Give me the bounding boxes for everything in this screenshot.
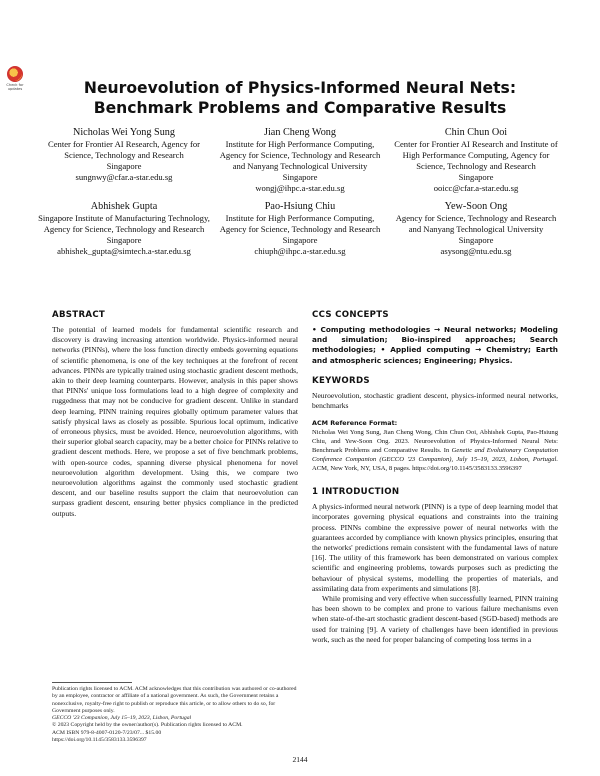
author-card [214,126,386,194]
author-country: Singapore [106,161,142,171]
page-number: 2144 [292,755,308,764]
author-affiliation: Singapore Institute of Manufacturing Technology, Agency for Science, Technology and Research [38,213,210,234]
author-row-1 [38,126,562,194]
right-column [312,310,558,645]
footnote-divider [52,682,132,683]
author-country: Singapore [282,172,318,182]
ccs-concepts [312,325,558,366]
author-email[interactable]: wongj@ihpc.a-star.edu.sg [255,183,345,193]
author-card [214,200,386,257]
keywords-heading: KEYWORDS [312,375,370,386]
introduction-heading: 1 INTRODUCTION [312,487,400,498]
footnote-isbn: ACM ISBN 979-8-4007-0120-7/23/07... $15.00 [52,729,162,736]
ccs-item1-path: • Computing methodologies → Neural networks [312,325,514,334]
author-name: Chin Chun Ooi [444,127,508,138]
author-country: Singapore [458,235,494,245]
author-card [38,126,210,194]
acm-reference-heading: ACM Reference Format: [312,419,398,428]
acm-reference-authors-title: Nicholas Wei Yong Sung, Jian Cheng Wong, Chin Chun Ooi, Abhishek Gupta, Pao-Hsiung Chiu, and Yew-Soon Ong. 2023. Neuroevolution of Physics-Informed Neural Nets: Benchmark Problems and Comparative Results. In [312,429,558,455]
footnote-doi[interactable]: https://doi.org/10.1145/3583133.3596397 [52,737,147,744]
left-column [52,310,298,519]
paper-title: Neuroevolution of Physics-Informed Neural Nets: Benchmark Problems and Comparative Results [83,79,517,117]
author-email[interactable]: sungnwy@cfar.a-star.edu.sg [75,172,173,182]
author-country: Singapore [106,235,142,245]
author-card [390,126,562,194]
author-name: Jian Cheng Wong [264,127,336,138]
update-badge-icon [7,66,23,82]
ccs-item1-rest: ; Modeling and simulation; Bio-inspired approaches; Search methodologies; [312,325,559,355]
author-card [38,200,210,257]
author-email[interactable]: chiuph@ihpc.a-star.edu.sg [254,246,346,256]
footnote-copyright: © 2023 Copyright held by the owner/author(s). Publication rights licensed to ACM. [52,722,243,729]
author-name: Pao-Hsiung Chiu [264,201,336,212]
abstract-heading: ABSTRACT [52,310,106,320]
ccs-item2-path: • Applied computing → Chemistry [380,345,528,355]
footnote-permissions: Publication rights licensed to ACM. ACM acknowledges that this contribution was authored or co-authored by an employee, contractor or affiliate of a national government. As such, the Government retains a nonexclusive, royalty-free right to publish or reproduce this article, or to allow others to do so, for Government purposes only. [52,686,297,714]
author-block [38,126,562,263]
abstract-text: The potential of learned models for fundamental scientific research and discovery is drawing increasing attention worldwide. Physics-informed neural networks (PINNs), where the loss function directly embeds governing equations of scientific phenomena, is one of the key techniques at the forefront of recent advances. PINNs are typically trained using stochastic gradient descent methods, akin to their deep learning counterparts. However, analysis in this paper shows that PINNs' unique loss formulations lead to a high degree of complexity and ruggedness that may not be conducive for gradient descent. Unlike in standard deep learning, PINN training requires globally optimum parameter values that satisfy physical laws as closely as possible. Spurious local optimum, indicative of erroneous physics, must be avoided. Hence, neuroevolution algorithms, with their superior global search capacity, may be a better choice for PINNs relative to gradient descent methods. Here, we propose a set of five benchmark problems, with open-source codes, spanning diverse physical phenomena for novel neuroevolution algorithm development. Using this, we compare two neuroevolution algorithms against the commonly used stochastic gradient descent, and our baseline results support the claim that neuroevolution can surpass gradient descent, ensuring better physics compliance in the predicted outputs. [52,325,298,518]
author-name: Nicholas Wei Yong Sung [72,127,175,138]
footnote [52,686,298,744]
ccs-item2-rest: ; Earth and atmospheric sciences; Engineering; Physics. [312,345,559,365]
author-name: Yew-Soon Ong [444,201,508,212]
author-affiliation: Institute for High Performance Computing, Agency for Science, Technology and Research and Nanyang Technological University [219,139,381,171]
author-name: Abhishek Gupta [90,201,158,212]
keywords-text: Neuroevolution, stochastic gradient descent, physics-informed neural networks, benchmarks [312,390,558,411]
author-row-2 [38,200,562,257]
author-affiliation: Center for Frontier AI Research and Institute of High Performance Computing, Agency for Science, Technology and Research [394,139,558,171]
author-card [390,200,562,257]
acm-reference-proceedings: Genetic and Evolutionary Computation Conference Companion (GECCO '23 Companion), July 15–19, 2023, Lisbon, Portugal. [312,447,559,464]
author-email[interactable]: abhishek_gupta@simtech.a-star.edu.sg [57,246,191,256]
author-affiliation: Agency for Science, Technology and Research and Nanyang Technological University [395,213,557,234]
author-email[interactable]: ooicc@cfar.a-star.edu.sg [433,183,519,193]
footnote-venue: GECCO '23 Companion, July 15–19, 2023, Lisbon, Portugal [52,715,192,722]
introduction-paragraph-1: A physics-informed neural network (PINN) is a type of deep learning model that incorporates governing physical equations and constraints into the training process. PINNs combine the expressive power of neural networks with the guarantees accorded by compliance with known physics principles, ensuring that the networks' predictions remain consistent with the fundamental laws of nature [16]. The utility of this framework has been demonstrated on various complex scientific and engineering problems, towards purposes such as predicting the behaviour of physical systems, modelling the properties of materials, and assimilating data from experiments and simulations [8]. [312,502,558,593]
author-country: Singapore [282,235,318,245]
acm-reference-tail: ACM, New York, NY, USA, 8 pages. https://doi.org/10.1145/3583133.3596397 [312,465,522,473]
author-email[interactable]: asysong@ntu.edu.sg [440,246,512,256]
badge-text: Check for updates [6,83,24,91]
author-country: Singapore [458,172,494,182]
ccs-heading: CCS CONCEPTS [312,310,389,320]
author-affiliation: Institute for High Performance Computing, Agency for Science, Technology and Research [219,213,381,234]
acm-reference-body [312,428,558,473]
check-for-updates-badge[interactable] [4,66,26,91]
introduction-paragraph-2: While promising and very effective when successfully learned, PINN training has been shown to be complex and prone to various failure mechanisms even when state-of-the-art stochastic gradient descent-based (SGD-based) methods are used for training [9]. A variety of challenges have been identified in previous work, such as the need for proper balancing of competing loss terms in a [312,594,558,644]
author-affiliation: Center for Frontier AI Research, Agency for Science, Technology and Research [47,139,200,160]
